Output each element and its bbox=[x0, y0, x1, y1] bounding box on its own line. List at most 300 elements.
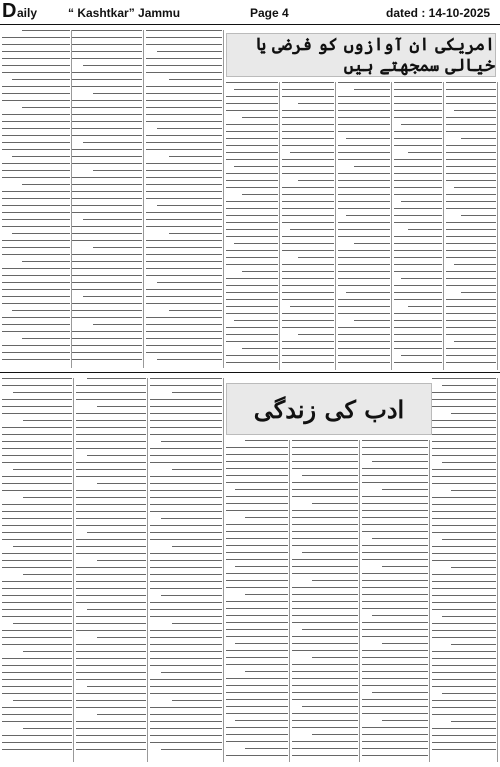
text-line bbox=[446, 131, 496, 132]
text-column bbox=[292, 440, 358, 762]
text-line bbox=[338, 250, 390, 251]
text-line bbox=[150, 644, 222, 645]
text-line bbox=[72, 149, 142, 150]
text-line bbox=[362, 552, 428, 553]
text-line bbox=[157, 282, 222, 283]
text-line bbox=[76, 588, 146, 589]
text-line bbox=[146, 345, 222, 346]
text-line bbox=[234, 243, 278, 244]
text-line bbox=[72, 107, 142, 108]
text-line bbox=[338, 124, 390, 125]
text-line bbox=[72, 30, 142, 31]
text-line bbox=[292, 461, 358, 462]
text-line bbox=[76, 420, 146, 421]
text-line bbox=[150, 588, 222, 589]
text-line bbox=[338, 271, 390, 272]
text-line bbox=[76, 693, 146, 694]
text-line bbox=[72, 289, 142, 290]
text-line bbox=[2, 149, 70, 150]
text-line bbox=[76, 581, 146, 582]
text-line bbox=[292, 524, 358, 525]
text-line bbox=[2, 275, 70, 276]
text-line bbox=[312, 657, 358, 658]
text-line bbox=[2, 177, 70, 178]
text-line bbox=[454, 187, 497, 188]
text-line bbox=[2, 359, 70, 360]
text-line bbox=[2, 44, 70, 45]
text-line bbox=[372, 692, 428, 693]
text-line bbox=[408, 152, 442, 153]
text-line bbox=[302, 629, 358, 630]
text-line bbox=[150, 686, 222, 687]
text-line bbox=[451, 721, 496, 722]
text-line bbox=[2, 448, 72, 449]
text-line bbox=[226, 341, 278, 342]
text-line bbox=[2, 504, 72, 505]
text-line bbox=[432, 665, 496, 666]
text-line bbox=[2, 163, 70, 164]
text-column bbox=[72, 30, 142, 368]
text-line bbox=[432, 378, 496, 379]
text-line bbox=[226, 461, 288, 462]
text-line bbox=[226, 152, 278, 153]
text-line bbox=[362, 482, 428, 483]
text-line bbox=[72, 352, 142, 353]
text-line bbox=[292, 664, 358, 665]
text-line bbox=[442, 616, 496, 617]
text-column bbox=[226, 440, 288, 762]
text-line bbox=[394, 96, 442, 97]
text-line bbox=[146, 219, 222, 220]
text-line bbox=[292, 643, 358, 644]
text-line bbox=[446, 362, 496, 363]
text-line bbox=[146, 121, 222, 122]
text-line bbox=[432, 560, 496, 561]
text-line bbox=[226, 664, 288, 665]
text-line bbox=[446, 271, 496, 272]
text-line bbox=[2, 324, 70, 325]
text-line bbox=[432, 742, 496, 743]
text-line bbox=[245, 671, 288, 672]
text-line bbox=[432, 637, 496, 638]
text-line bbox=[146, 275, 222, 276]
text-line bbox=[157, 51, 222, 52]
text-line bbox=[13, 700, 73, 701]
text-line bbox=[226, 110, 278, 111]
text-line bbox=[394, 208, 442, 209]
text-line bbox=[362, 699, 428, 700]
text-line bbox=[242, 117, 278, 118]
text-line bbox=[72, 121, 142, 122]
text-line bbox=[362, 657, 428, 658]
text-line bbox=[2, 268, 70, 269]
text-line bbox=[2, 749, 72, 750]
text-line bbox=[446, 355, 496, 356]
text-line bbox=[362, 510, 428, 511]
text-line bbox=[226, 608, 288, 609]
text-line bbox=[394, 292, 442, 293]
text-line bbox=[362, 727, 428, 728]
text-line bbox=[432, 497, 496, 498]
text-line bbox=[2, 518, 72, 519]
text-line bbox=[235, 489, 288, 490]
text-line bbox=[150, 728, 222, 729]
text-line bbox=[76, 392, 146, 393]
text-line bbox=[226, 524, 288, 525]
article-1-headline-box bbox=[226, 33, 496, 77]
text-line bbox=[150, 693, 222, 694]
text-line bbox=[146, 352, 222, 353]
text-line bbox=[2, 345, 70, 346]
text-line bbox=[12, 310, 70, 311]
text-line bbox=[282, 166, 334, 167]
column-separator bbox=[223, 30, 224, 368]
text-line bbox=[150, 567, 222, 568]
text-line bbox=[2, 303, 70, 304]
text-line bbox=[97, 637, 146, 638]
text-line bbox=[226, 257, 278, 258]
text-line bbox=[2, 51, 70, 52]
text-line bbox=[362, 748, 428, 749]
text-line bbox=[226, 622, 288, 623]
text-line bbox=[362, 454, 428, 455]
text-line bbox=[2, 191, 70, 192]
text-line bbox=[22, 184, 70, 185]
text-line bbox=[226, 264, 278, 265]
text-line bbox=[292, 601, 358, 602]
text-line bbox=[226, 222, 278, 223]
text-line bbox=[362, 685, 428, 686]
text-line bbox=[226, 285, 278, 286]
text-line bbox=[226, 650, 288, 651]
column-separator bbox=[359, 440, 360, 762]
text-line bbox=[226, 741, 288, 742]
text-line bbox=[226, 229, 278, 230]
text-line bbox=[150, 553, 222, 554]
text-line bbox=[292, 622, 358, 623]
text-line bbox=[2, 679, 72, 680]
text-line bbox=[150, 742, 222, 743]
text-line bbox=[226, 187, 278, 188]
text-line bbox=[362, 706, 428, 707]
text-line bbox=[72, 163, 142, 164]
text-line bbox=[382, 489, 428, 490]
text-line bbox=[245, 748, 288, 749]
text-line bbox=[72, 359, 142, 360]
text-line bbox=[72, 331, 142, 332]
text-line bbox=[2, 490, 72, 491]
text-line bbox=[346, 215, 390, 216]
text-line bbox=[282, 278, 334, 279]
text-line bbox=[150, 448, 222, 449]
text-line bbox=[2, 511, 72, 512]
text-line bbox=[432, 476, 496, 477]
text-line bbox=[87, 455, 147, 456]
text-line bbox=[72, 156, 142, 157]
text-line bbox=[362, 440, 428, 441]
text-line bbox=[338, 117, 390, 118]
text-line bbox=[169, 310, 222, 311]
text-line bbox=[150, 581, 222, 582]
text-line bbox=[72, 261, 142, 262]
text-line bbox=[2, 483, 72, 484]
text-column bbox=[226, 82, 278, 370]
text-line bbox=[226, 138, 278, 139]
text-line bbox=[394, 145, 442, 146]
text-line bbox=[146, 198, 222, 199]
text-line bbox=[362, 496, 428, 497]
text-line bbox=[338, 187, 390, 188]
text-column bbox=[146, 30, 222, 368]
text-line bbox=[146, 114, 222, 115]
text-line bbox=[282, 271, 334, 272]
text-line bbox=[226, 496, 288, 497]
text-line bbox=[292, 573, 358, 574]
text-line bbox=[2, 581, 72, 582]
text-line bbox=[292, 531, 358, 532]
text-line bbox=[72, 303, 142, 304]
text-line bbox=[76, 546, 146, 547]
text-line bbox=[2, 665, 72, 666]
text-line bbox=[394, 250, 442, 251]
text-line bbox=[146, 58, 222, 59]
text-line bbox=[2, 128, 70, 129]
text-column bbox=[362, 440, 428, 762]
text-line bbox=[87, 532, 147, 533]
text-line bbox=[362, 503, 428, 504]
text-line bbox=[432, 518, 496, 519]
text-line bbox=[432, 714, 496, 715]
text-line bbox=[226, 601, 288, 602]
text-line bbox=[72, 37, 142, 38]
text-line bbox=[150, 434, 222, 435]
text-line bbox=[362, 678, 428, 679]
text-line bbox=[394, 194, 442, 195]
text-line bbox=[394, 222, 442, 223]
text-line bbox=[146, 296, 222, 297]
text-line bbox=[76, 623, 146, 624]
text-line bbox=[446, 250, 496, 251]
text-line bbox=[282, 285, 334, 286]
text-line bbox=[146, 338, 222, 339]
text-line bbox=[150, 602, 222, 603]
text-line bbox=[76, 665, 146, 666]
text-line bbox=[234, 320, 278, 321]
text-line bbox=[354, 320, 390, 321]
text-line bbox=[226, 131, 278, 132]
text-line bbox=[2, 65, 70, 66]
text-line bbox=[2, 226, 70, 227]
text-line bbox=[282, 348, 334, 349]
text-line bbox=[394, 271, 442, 272]
text-line bbox=[394, 334, 442, 335]
text-line bbox=[146, 37, 222, 38]
text-line bbox=[13, 623, 73, 624]
text-line bbox=[13, 546, 73, 547]
text-line bbox=[282, 362, 334, 363]
text-line bbox=[2, 553, 72, 554]
text-line bbox=[76, 504, 146, 505]
text-line bbox=[290, 306, 334, 307]
text-line bbox=[338, 306, 390, 307]
text-line bbox=[282, 173, 334, 174]
text-line bbox=[461, 138, 496, 139]
text-line bbox=[150, 413, 222, 414]
text-line bbox=[97, 406, 146, 407]
text-line bbox=[150, 378, 222, 379]
text-line bbox=[226, 531, 288, 532]
text-line bbox=[442, 693, 496, 694]
text-line bbox=[282, 327, 334, 328]
text-line bbox=[146, 289, 222, 290]
text-line bbox=[282, 82, 334, 83]
text-line bbox=[362, 671, 428, 672]
text-column bbox=[2, 30, 70, 368]
text-line bbox=[372, 538, 428, 539]
text-line bbox=[446, 334, 496, 335]
top-rule bbox=[0, 24, 500, 25]
text-line bbox=[362, 650, 428, 651]
text-line bbox=[76, 497, 146, 498]
text-line bbox=[338, 362, 390, 363]
text-line bbox=[432, 504, 496, 505]
text-line bbox=[394, 110, 442, 111]
text-line bbox=[235, 643, 288, 644]
text-line bbox=[226, 685, 288, 686]
text-line bbox=[76, 595, 146, 596]
text-line bbox=[12, 79, 70, 80]
text-line bbox=[226, 355, 278, 356]
text-line bbox=[408, 306, 442, 307]
text-line bbox=[432, 735, 496, 736]
text-line bbox=[146, 184, 222, 185]
text-line bbox=[2, 100, 70, 101]
text-line bbox=[394, 103, 442, 104]
text-line bbox=[338, 131, 390, 132]
text-line bbox=[2, 212, 70, 213]
text-line bbox=[226, 299, 278, 300]
text-line bbox=[292, 748, 358, 749]
text-line bbox=[150, 665, 222, 666]
text-line bbox=[446, 194, 496, 195]
text-line bbox=[76, 539, 146, 540]
text-line bbox=[446, 313, 496, 314]
text-line bbox=[226, 236, 278, 237]
column-separator bbox=[279, 82, 280, 370]
text-line bbox=[2, 644, 72, 645]
text-line bbox=[226, 313, 278, 314]
text-line bbox=[461, 292, 496, 293]
text-line bbox=[432, 658, 496, 659]
text-line bbox=[72, 191, 142, 192]
text-line bbox=[446, 327, 496, 328]
article-2-headline: ادب کی زندگی bbox=[253, 394, 405, 424]
column-separator bbox=[335, 82, 336, 370]
text-line bbox=[72, 317, 142, 318]
text-line bbox=[282, 264, 334, 265]
text-line bbox=[76, 462, 146, 463]
text-line bbox=[76, 518, 146, 519]
text-line bbox=[76, 707, 146, 708]
column-separator bbox=[429, 440, 430, 762]
text-line bbox=[226, 510, 288, 511]
text-line bbox=[226, 96, 278, 97]
text-line bbox=[72, 135, 142, 136]
text-line bbox=[394, 257, 442, 258]
text-line bbox=[76, 735, 146, 736]
text-line bbox=[2, 686, 72, 687]
text-line bbox=[432, 630, 496, 631]
text-line bbox=[2, 86, 70, 87]
text-line bbox=[394, 320, 442, 321]
text-line bbox=[446, 320, 496, 321]
text-line bbox=[2, 630, 72, 631]
text-line bbox=[2, 254, 70, 255]
text-line bbox=[226, 727, 288, 728]
text-line bbox=[2, 72, 70, 73]
text-line bbox=[446, 208, 496, 209]
text-line bbox=[292, 650, 358, 651]
text-line bbox=[282, 208, 334, 209]
text-line bbox=[22, 30, 70, 31]
text-line bbox=[146, 86, 222, 87]
text-line bbox=[76, 385, 146, 386]
text-line bbox=[362, 468, 428, 469]
text-line bbox=[290, 152, 334, 153]
text-line bbox=[226, 559, 288, 560]
text-line bbox=[446, 236, 496, 237]
text-line bbox=[72, 212, 142, 213]
text-line bbox=[161, 441, 222, 442]
text-line bbox=[362, 601, 428, 602]
text-line bbox=[150, 658, 222, 659]
text-line bbox=[76, 567, 146, 568]
text-line bbox=[150, 427, 222, 428]
text-line bbox=[362, 573, 428, 574]
text-line bbox=[226, 180, 278, 181]
text-line bbox=[76, 658, 146, 659]
text-line bbox=[2, 170, 70, 171]
text-line bbox=[2, 602, 72, 603]
text-line bbox=[146, 93, 222, 94]
text-line bbox=[338, 159, 390, 160]
text-line bbox=[76, 413, 146, 414]
text-line bbox=[150, 385, 222, 386]
text-line bbox=[338, 229, 390, 230]
text-line bbox=[432, 406, 496, 407]
text-line bbox=[146, 191, 222, 192]
text-line bbox=[226, 706, 288, 707]
text-line bbox=[292, 587, 358, 588]
text-line bbox=[292, 671, 358, 672]
text-line bbox=[446, 306, 496, 307]
text-line bbox=[2, 406, 72, 407]
text-line bbox=[76, 679, 146, 680]
text-line bbox=[245, 440, 288, 441]
text-line bbox=[292, 496, 358, 497]
text-line bbox=[432, 707, 496, 708]
text-line bbox=[432, 574, 496, 575]
text-column bbox=[446, 82, 496, 370]
text-line bbox=[282, 299, 334, 300]
text-line bbox=[432, 399, 496, 400]
text-line bbox=[432, 623, 496, 624]
text-line bbox=[226, 573, 288, 574]
text-line bbox=[150, 399, 222, 400]
text-line bbox=[2, 93, 70, 94]
text-line bbox=[83, 219, 143, 220]
text-line bbox=[338, 278, 390, 279]
